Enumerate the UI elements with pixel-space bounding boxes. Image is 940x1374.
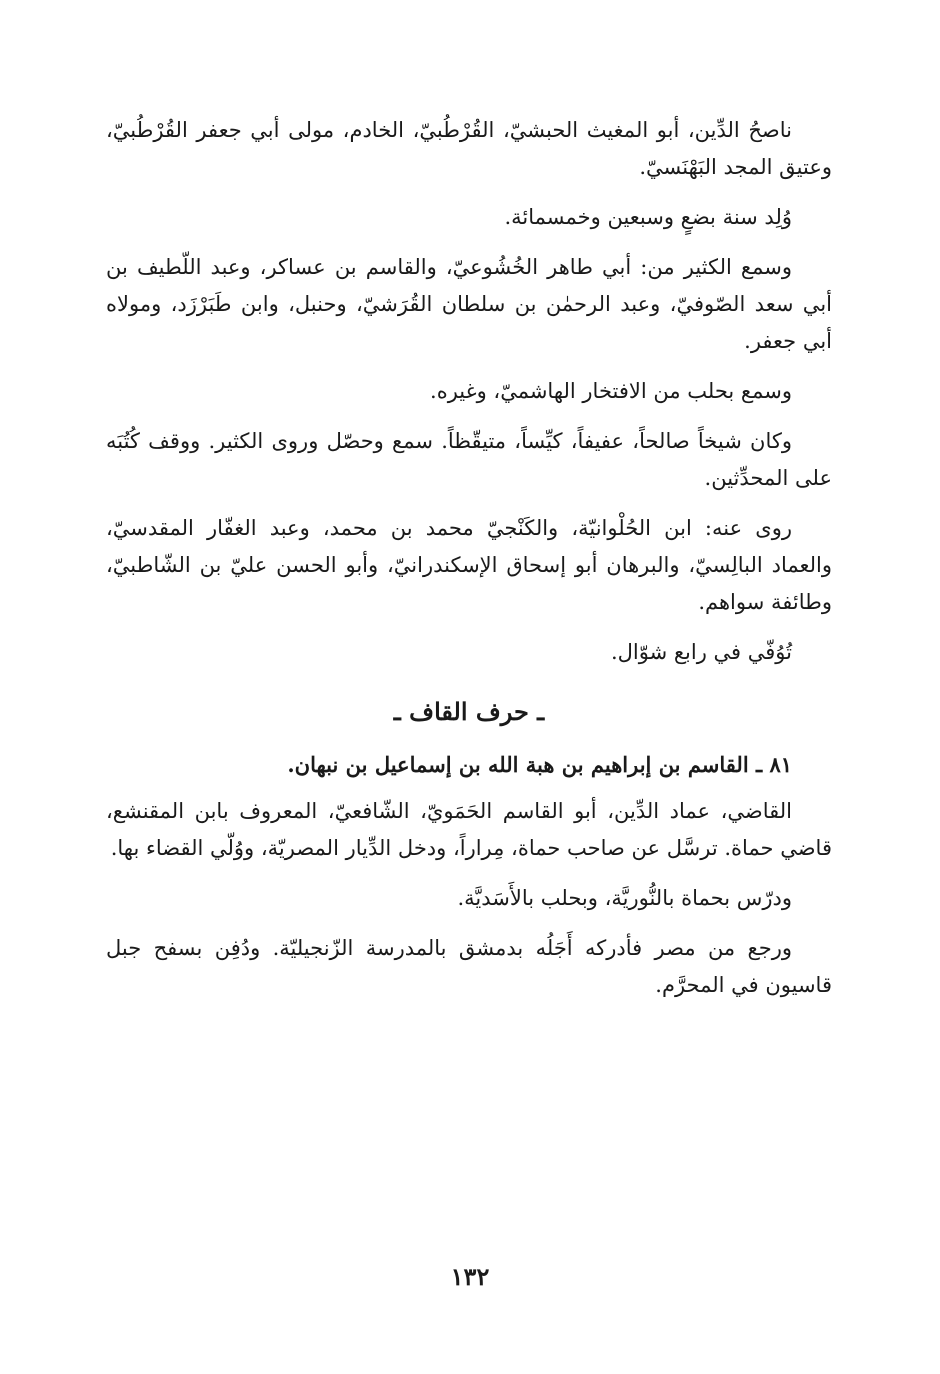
document-body — [106, 112, 832, 1017]
paragraph-8: القاضي، عماد الدِّين، أبو القاسم الحَمَويّ، الشّافعيّ، المعروف بابن المقنشع، قاضي حماة. ترسَّل عن صاحب حماة، مِراراً، ودخل الدِّيار المصريّة، ووُلّي القضاء بها. — [106, 799, 832, 860]
paragraph-1: ناصحُ الدِّين، أبو المغيث الحبشيّ، القُرْطُبيّ، الخادم، مولى أبي جعفر القُرْطُبيّ، وعتيق المجد البَهْنَسيّ. — [106, 118, 832, 179]
entry-title: ٨١ ـ القاسم بن إبراهيم بن هبة الله بن إسماعيل بن نبهان. — [287, 752, 792, 777]
section-heading: ـ حرف القاف ـ — [393, 697, 545, 726]
paragraph-6: روى عنه: ابن الحُلْوانيّة، والكَنْجيّ محمد بن محمد، وعبد الغفّار المقدسيّ، والعماد البالِسيّ، والبرهان أبو إسحاق الإسكندرانيّ، وأبو الحسن عليّ بن الشّاطبيّ، وطائفة سواهم. — [106, 516, 832, 614]
paragraph-7: تُوُفّي في رابع شوّال. — [610, 640, 792, 664]
page-number: ١٣٢ — [450, 1262, 490, 1291]
paragraph-2: وُلِد سنة بضعٍ وسبعين وخمسمائة. — [504, 205, 792, 229]
paragraph-5: وكان شيخاً صالحاً، عفيفاً، كيِّساً، متيقّظاً. سمع وحصّل وروى الكثير. ووقف كُتُبَه على المحدِّثين. — [106, 429, 832, 490]
paragraph-3: وسمع الكثير من: أبي طاهر الخُشُوعيّ، والقاسم بن عساكر، وعبد اللّطيف بن أبي سعد الصّوفيّ، وعبد الرحمٰن بن سلطان القُرَشيّ، وحنبل، وابن طَبَرْزَد، ومولاه أبي جعفر. — [106, 255, 832, 353]
paragraph-9: ودرّس بحماة بالنُّوريَّة، وبحلب بالأَسَديَّة. — [457, 886, 792, 910]
paragraph-4: وسمع بحلب من الافتخار الهاشميّ، وغيره. — [430, 379, 792, 403]
paragraph-10: ورجع من مصر فأدركه أَجَلُه بدمشق بالمدرسة الزّنجيليّة. ودُفِن بسفح جبل قاسيون في المحرَّم. — [106, 936, 832, 997]
